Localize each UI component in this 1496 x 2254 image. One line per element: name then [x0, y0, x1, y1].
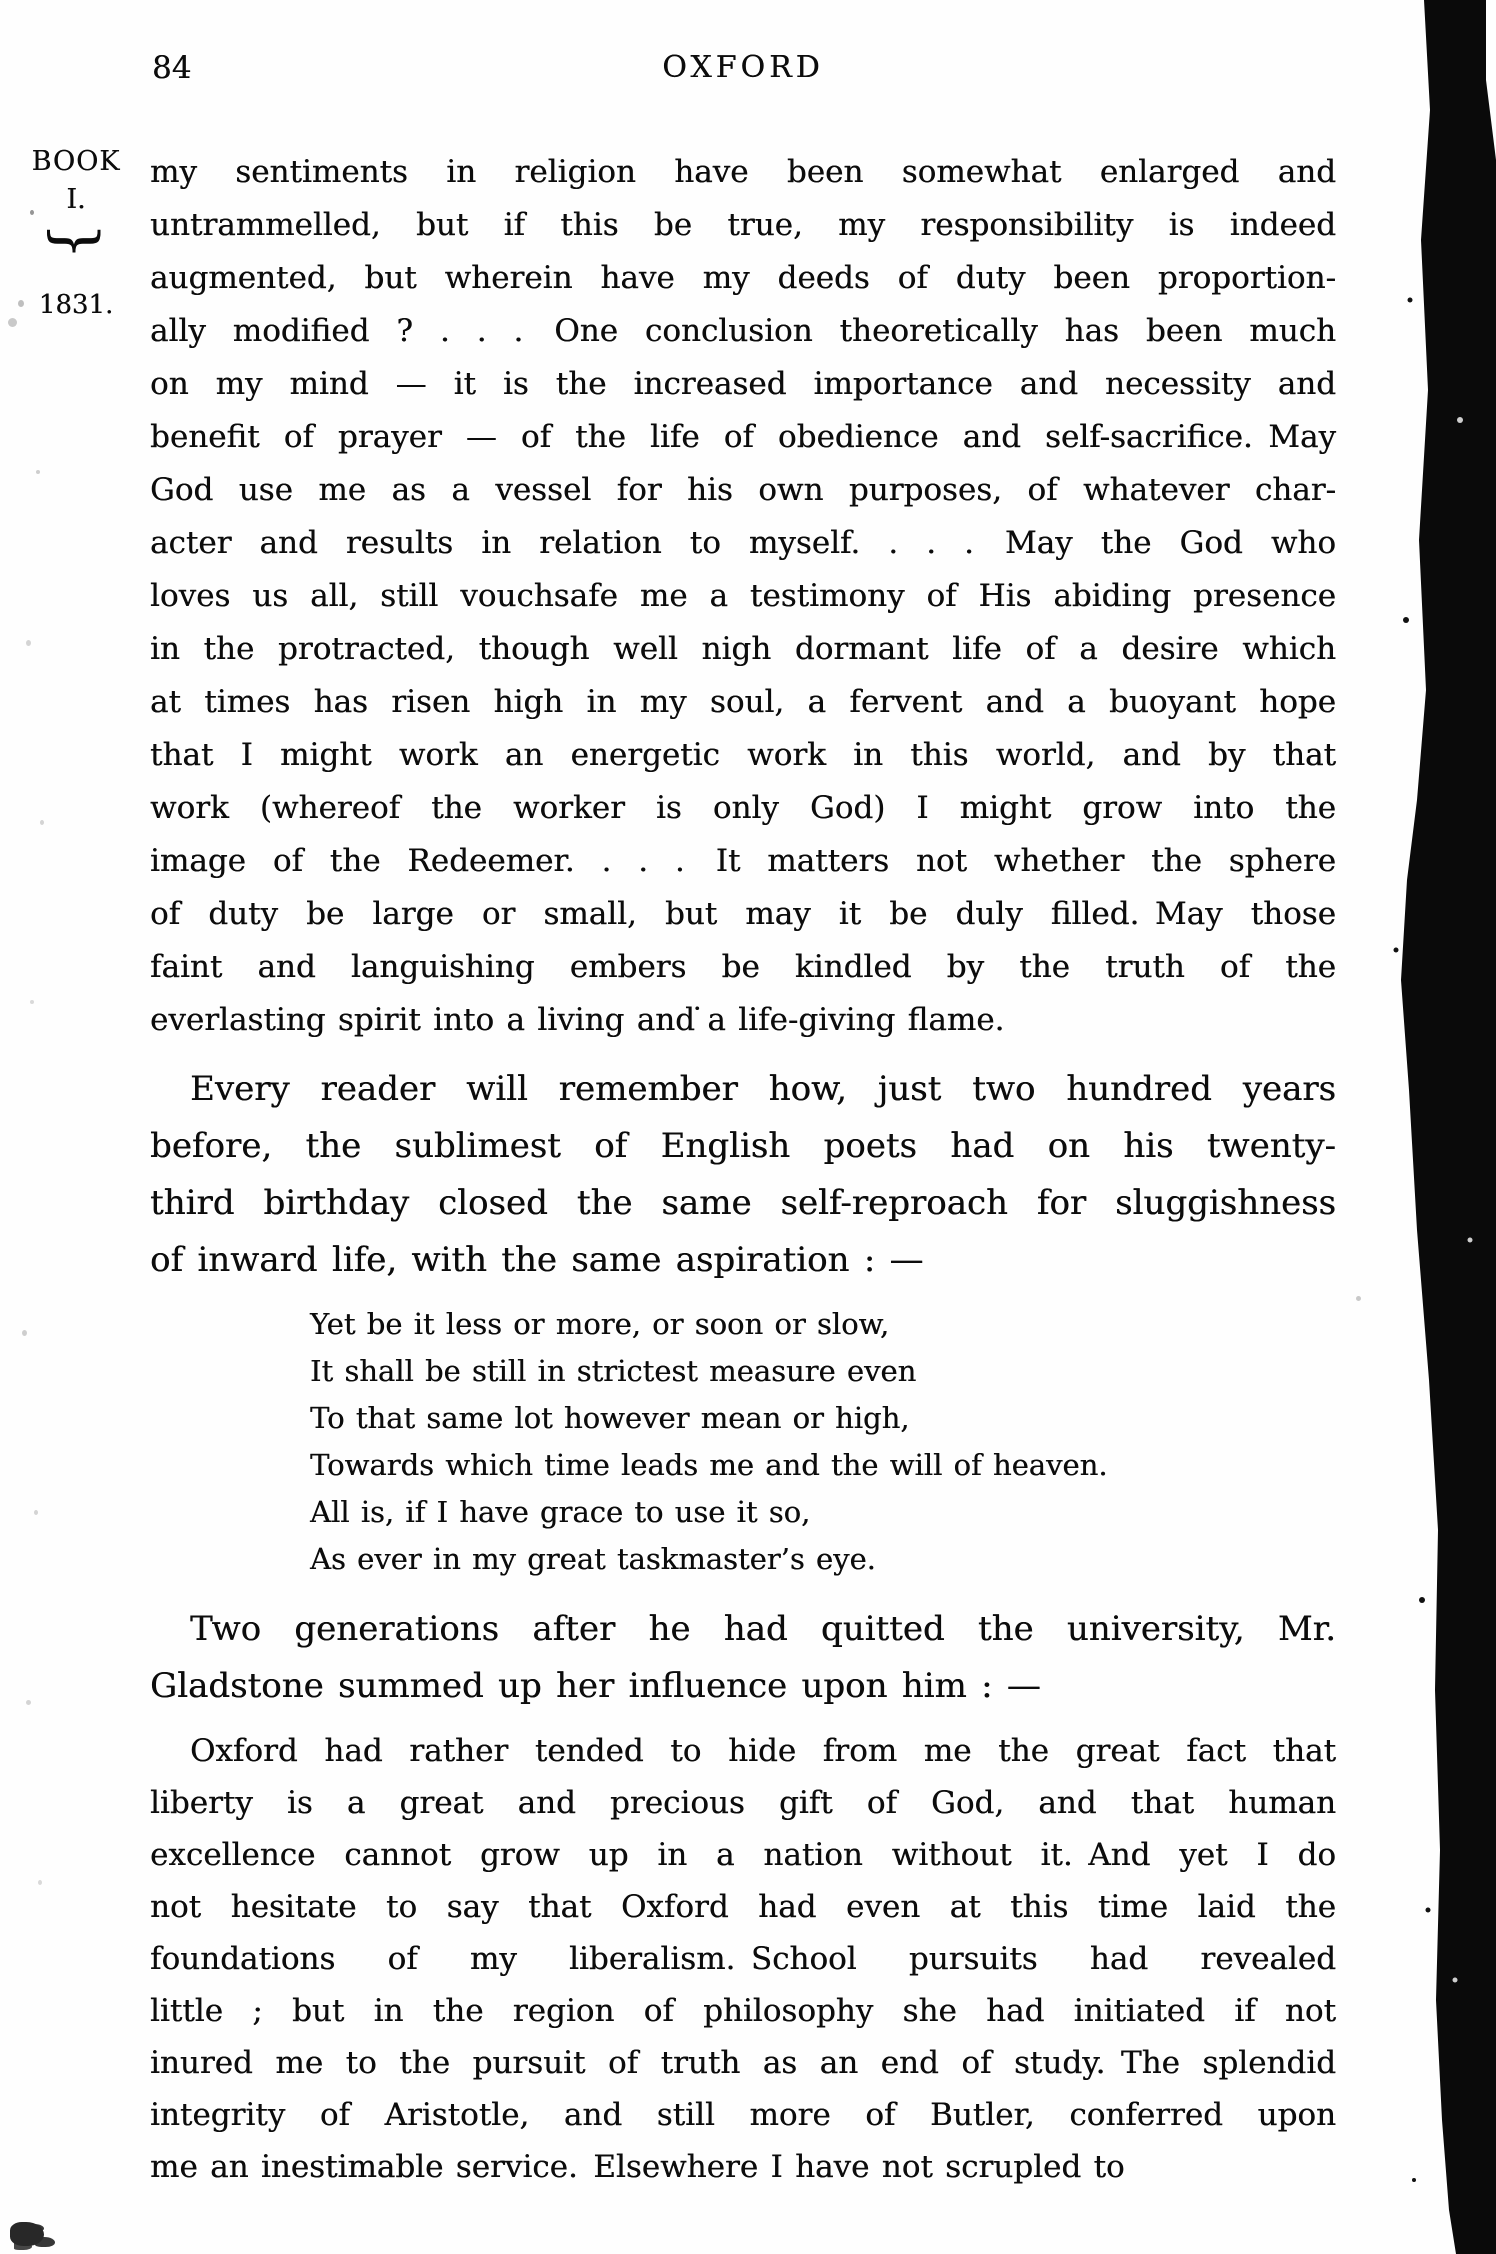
poem-line: Yet be it less or more, or soon or slow,	[310, 1307, 890, 1341]
text-line: loves us all, still vouchsafe me a testimony of His abiding presence	[150, 578, 1336, 614]
text-line: at times has risen high in my soul, a fervent and a buoyant hope	[150, 684, 1336, 720]
poem-line: To that same lot however mean or high,	[310, 1401, 910, 1435]
poem-line: All is, if I have grace to use it so,	[310, 1495, 811, 1529]
text-line: me an inestimable service. Elsewhere I have not scrupled to	[150, 2149, 1125, 2185]
margin-book-label: BOOK	[31, 146, 121, 177]
scan-speckle	[1356, 1296, 1361, 1301]
margin-book-numeral: I.	[66, 184, 86, 215]
scan-speckle	[36, 470, 40, 474]
text-line: work (whereof the worker is only God) I might grow into the	[150, 790, 1336, 826]
scan-speckle	[18, 300, 24, 307]
text-line: everlasting spirit into a living and ̇a life-giving flame.	[150, 1002, 1005, 1038]
scan-speckle	[26, 1700, 31, 1705]
text-line: inured me to the pursuit of truth as an end of study. The splendid	[150, 2045, 1336, 2081]
page-number: 84	[152, 50, 192, 86]
text-line: in the protracted, though well nigh dormant life of a desire which	[150, 631, 1336, 667]
poem-line: As ever in my great taskmaster’s eye.	[310, 1542, 876, 1576]
text-line: excellence cannot grow up in a nation without it. And yet I do	[150, 1837, 1336, 1873]
text-line: liberty is a great and precious gift of God, and that human	[150, 1785, 1336, 1821]
text-line: faint and languishing embers be kindled by the truth of the	[150, 949, 1336, 985]
text-line: untrammelled, but if this be true, my responsibility is indeed	[150, 207, 1336, 243]
scan-speckle	[22, 1330, 27, 1336]
text-line: acter and results in relation to myself. . . . May the God who	[150, 525, 1336, 561]
text-line: on my mind — it is the increased importance and necessity and	[150, 366, 1336, 402]
text-line: ally modified ? . . . One conclusion theoretically has been much	[150, 313, 1336, 349]
poem-line: Towards which time leads me and the will of heaven.	[310, 1448, 1108, 1482]
scan-speckle	[30, 1000, 34, 1004]
scan-speckle	[8, 318, 17, 327]
text-line: Oxford had rather tended to hide from me the great fact that	[190, 1733, 1336, 1769]
scan-speckle	[26, 640, 31, 646]
scan-ink-smudge	[10, 2222, 44, 2246]
text-line: foundations of my liberalism. School pursuits had revealed	[150, 1941, 1336, 1977]
text-line: not hesitate to say that Oxford had even at this time laid the	[150, 1889, 1336, 1925]
underbrace-icon: }	[42, 222, 110, 260]
text-line: my sentiments in religion have been somewhat enlarged and	[150, 154, 1336, 190]
margin-year: 1831.	[38, 290, 114, 320]
text-line: Two generations after he had quitted the university, Mr.	[190, 1609, 1336, 1649]
poem-line: It shall be still in strictest measure even	[310, 1354, 917, 1388]
scan-speckle	[38, 1880, 42, 1885]
text-line: benefit of prayer — of the life of obedience and self-sacrifice. May	[150, 419, 1336, 455]
text-line: augmented, but wherein have my deeds of duty been proportion-	[150, 260, 1336, 296]
scan-speckle	[40, 820, 44, 825]
text-line: of inward life, with the same aspiration : —	[150, 1240, 924, 1280]
text-line: God use me as a vessel for his own purposes, of whatever char-	[150, 472, 1336, 508]
text-line: of duty be large or small, but may it be duly filled. May those	[150, 896, 1336, 932]
text-line: Gladstone summed up her influence upon him : —	[150, 1666, 1041, 1706]
scan-speckle	[34, 1510, 38, 1515]
text-line: image of the Redeemer. . . . It matters not whether the sphere	[150, 843, 1336, 879]
text-line: before, the sublimest of English poets had on his twenty-	[150, 1126, 1336, 1166]
text-line: integrity of Aristotle, and still more of Butler, conferred upon	[150, 2097, 1336, 2133]
running-head: OXFORD	[662, 50, 824, 85]
scan-speckle	[30, 210, 34, 215]
text-line: little ; but in the region of philosophy she had initiated if not	[150, 1993, 1336, 2029]
text-line: that I might work an energetic work in this world, and by that	[150, 737, 1336, 773]
text-line: third birthday closed the same self-reproach for sluggishness	[150, 1183, 1336, 1223]
text-line: Every reader will remember how, just two hundred years	[190, 1069, 1336, 1109]
